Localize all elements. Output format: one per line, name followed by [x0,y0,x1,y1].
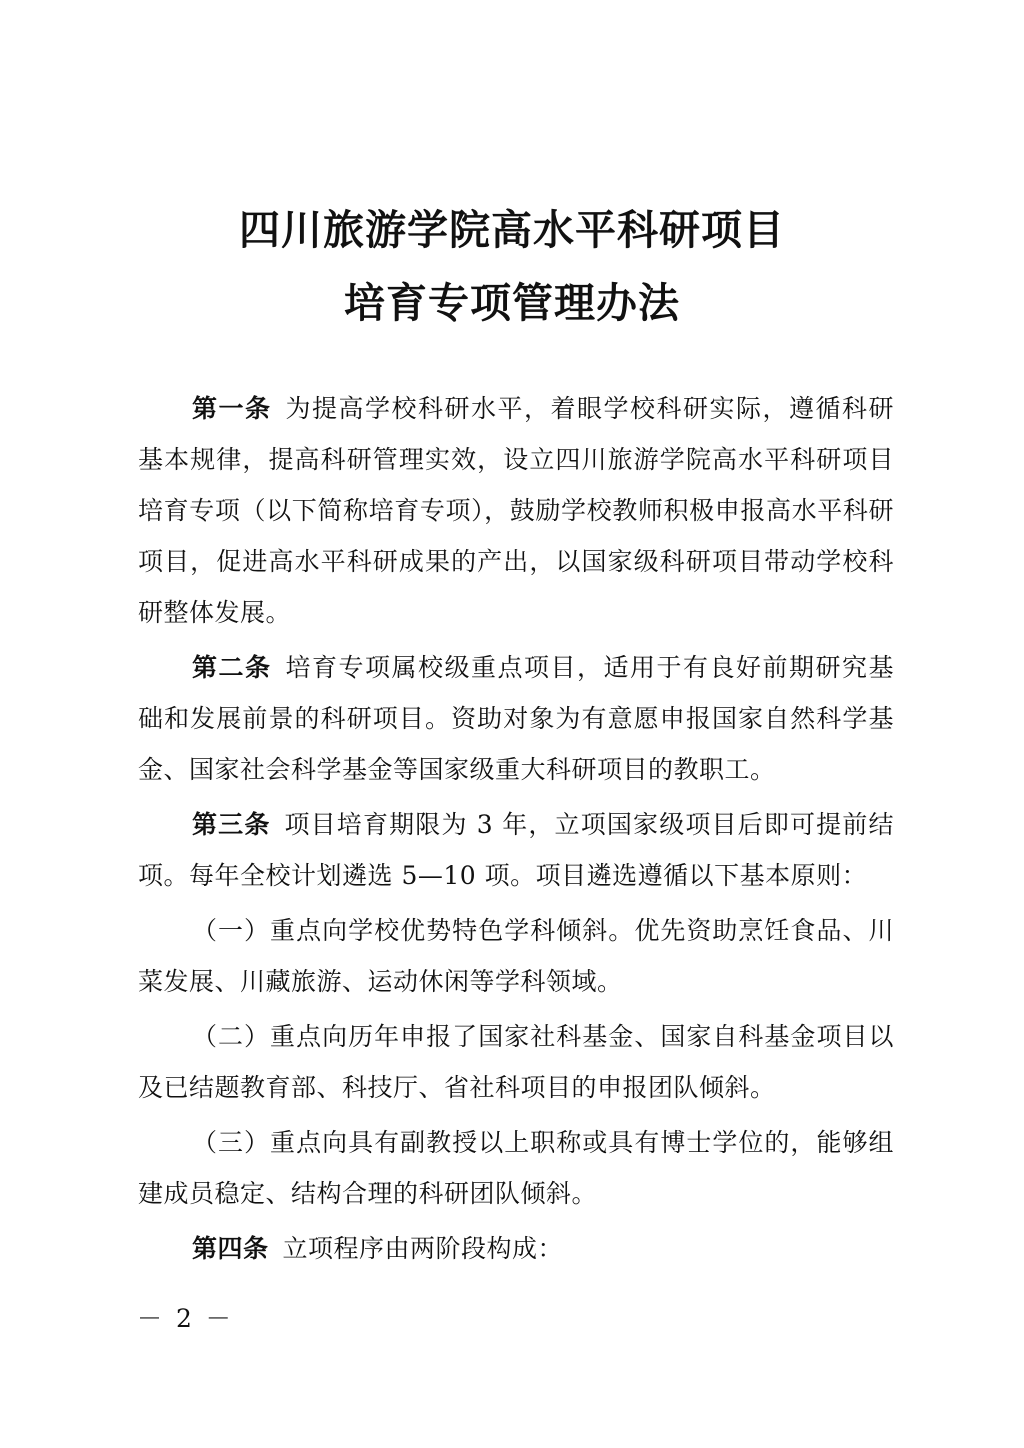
document-body [138,383,894,1278]
article-1-heading: 第一条 [192,394,272,423]
article-3-text: 项目培育期限为 3 年，立项国家级项目后即可提前结项。每年全校计划遴选 5—10 项。项目遴选遵循以下基本原则： [138,810,894,890]
article-2-text: 培育专项属校级重点项目，适用于有良好前期研究基础和发展前景的科研项目。资助对象为有意愿申报国家自然科学基金、国家社会科学基金等国家级重大科研项目的教职工。 [138,653,894,784]
article-4-text: 立项程序由两阶段构成： [282,1234,564,1263]
principle-3: （三）重点向具有副教授以上职称或具有博士学位的，能够组建成员稳定、结构合理的科研团队倾斜。 [138,1128,894,1208]
principle-1: （一）重点向学校优势特色学科倾斜。优先资助烹饪食品、川菜发展、川藏旅游、运动休闲等学科领域。 [138,916,894,996]
article-1 [138,383,894,638]
article-4 [138,1223,894,1274]
document-title-line2: 培育专项管理办法 [344,279,680,327]
page-number: － 2 － [137,1304,234,1333]
principle-2: （二）重点向历年申报了国家社科基金、国家自科基金项目以及已结题教育部、科技厅、省社科项目的申报团队倾斜。 [138,1022,894,1102]
article-3 [138,799,894,901]
article-2-heading: 第二条 [192,653,272,682]
article-2 [138,642,894,795]
article-4-heading: 第四条 [192,1234,269,1263]
article-3-heading: 第三条 [192,810,271,839]
document-title-line1: 四川旅游学院高水平科研项目 [239,206,785,254]
article-1-text: 为提高学校科研水平，着眼学校科研实际，遵循科研基本规律，提高科研管理实效，设立四川旅游学院高水平科研项目培育专项（以下简称培育专项），鼓励学校教师积极申报高水平科研项目，促进高水平科研成果的产出，以国家级科研项目带动学校科研整体发展。 [138,394,894,627]
